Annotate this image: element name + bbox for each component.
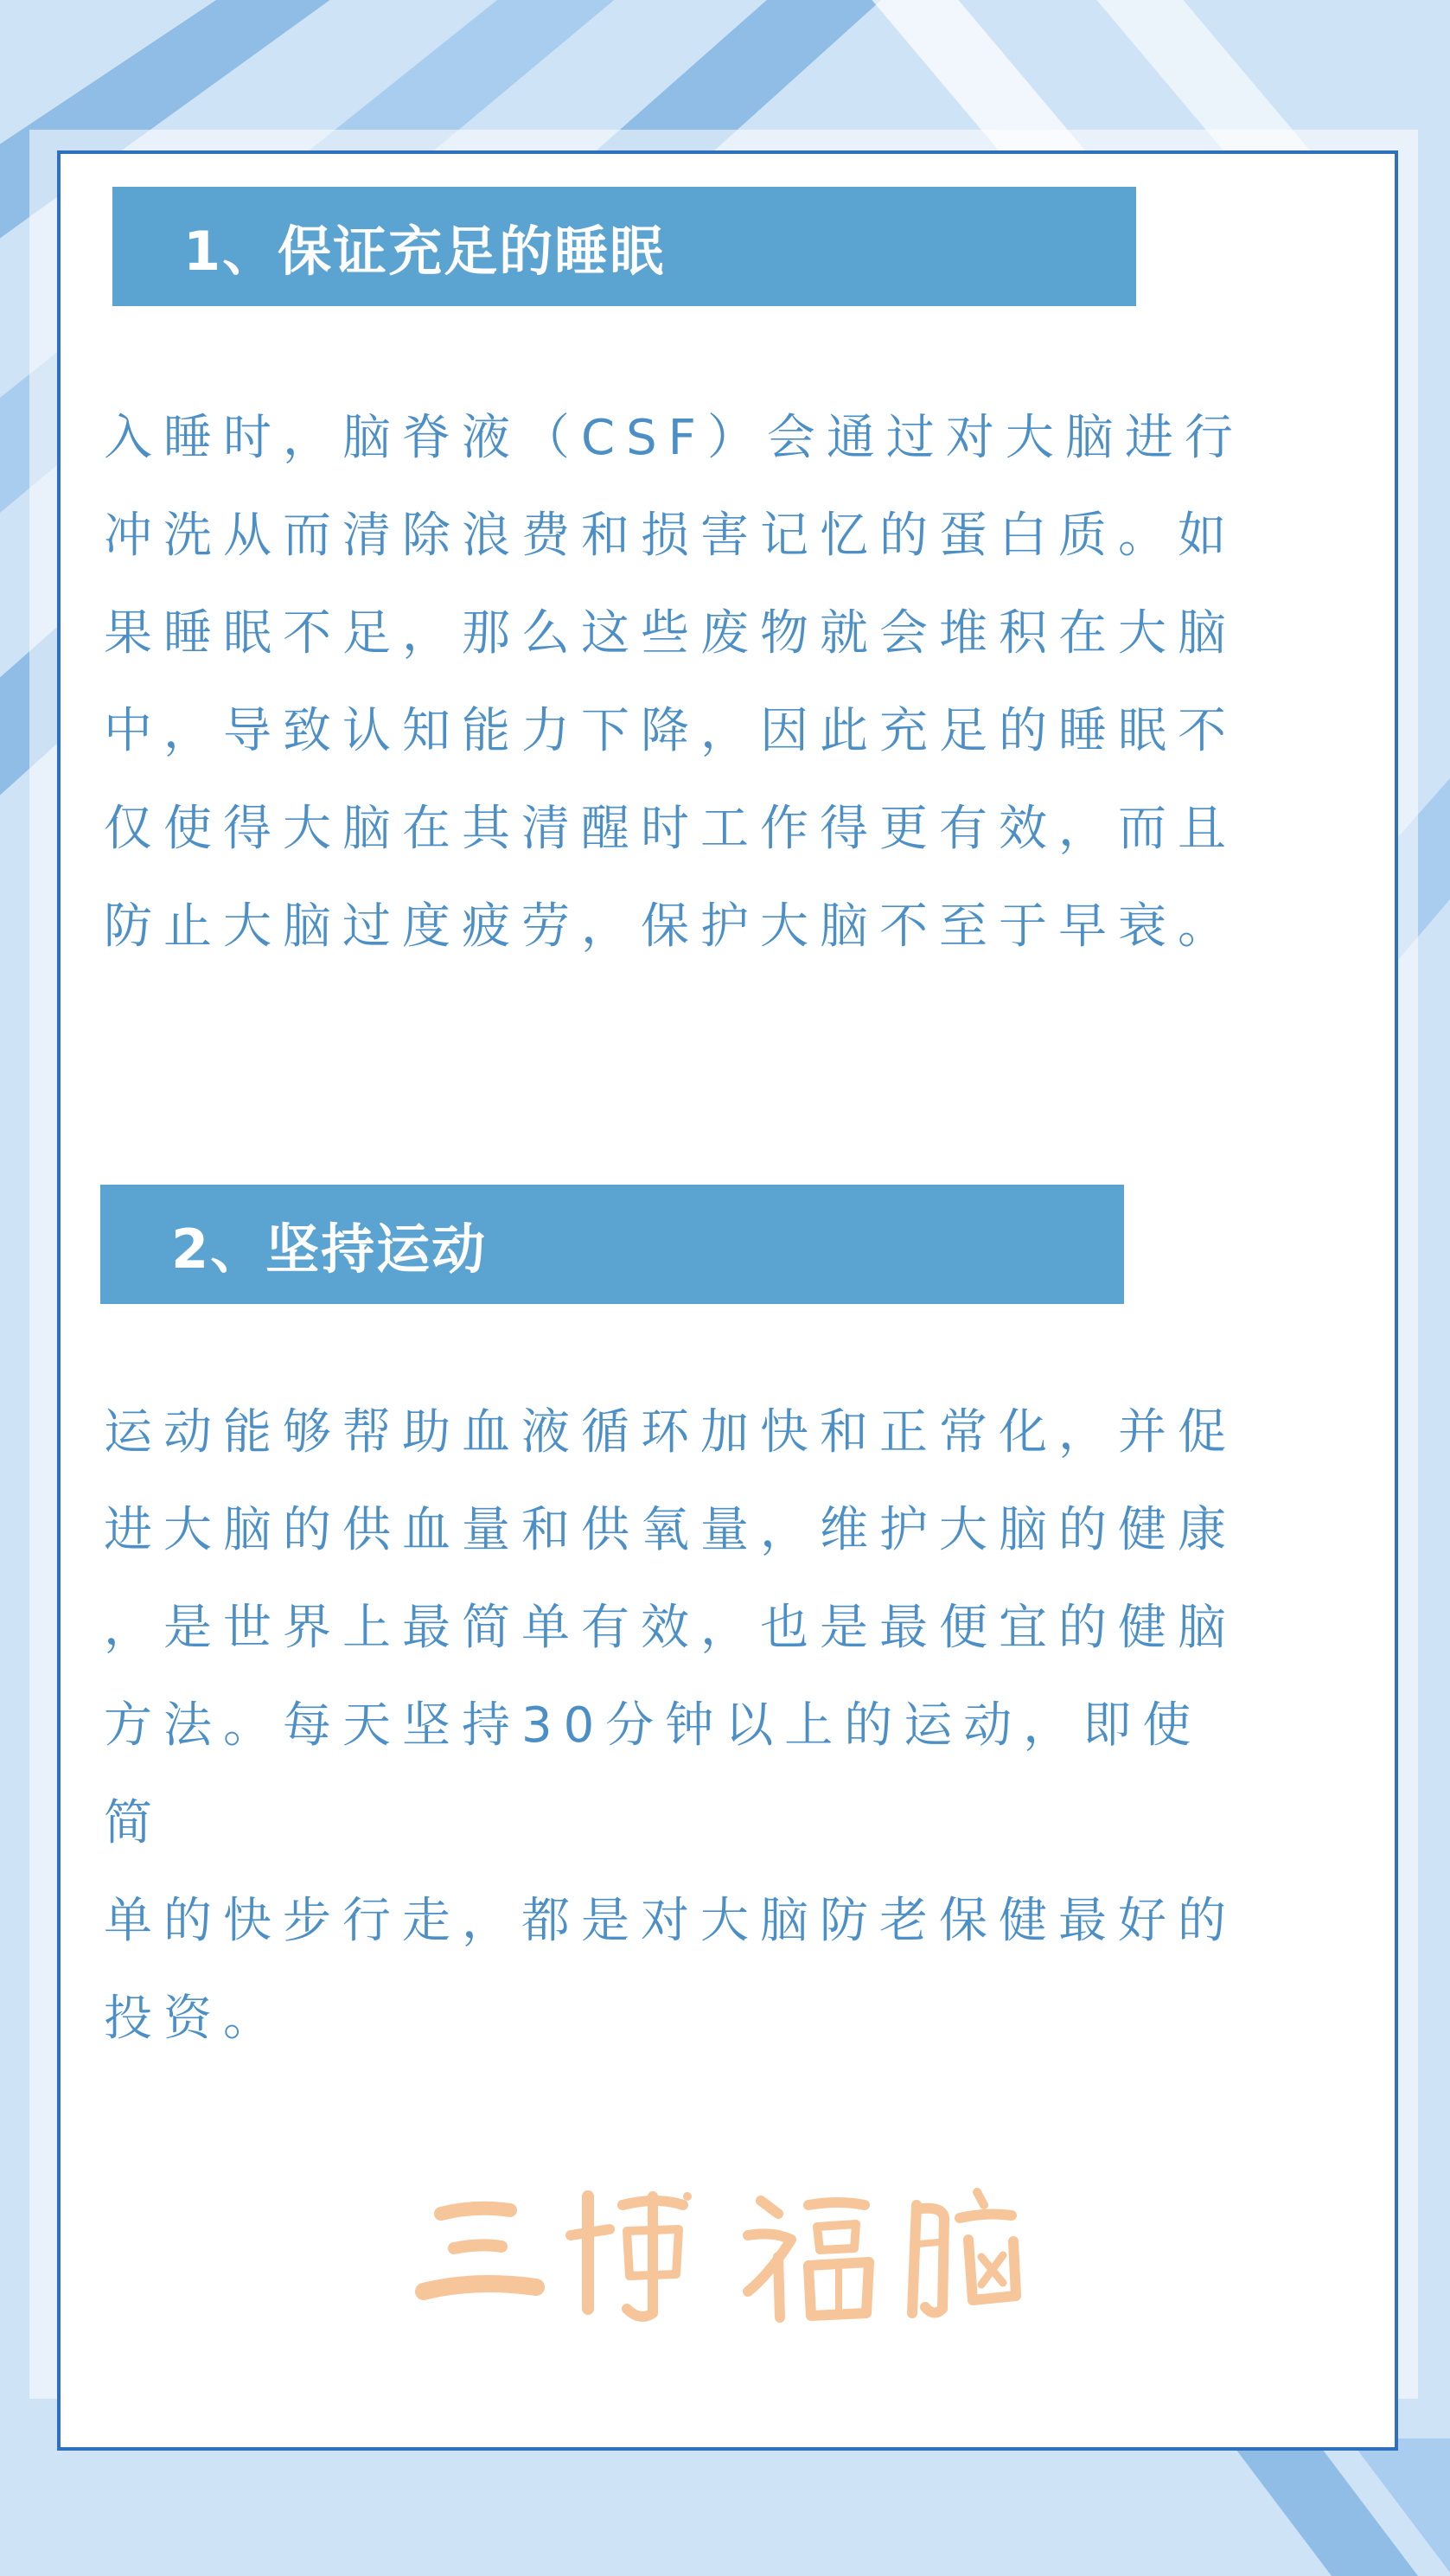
section-2-paragraph [104,1384,1254,2068]
paragraph-line: 防止大脑过度疲劳，保护大脑不至于早衰。 [104,898,1237,955]
paragraph-line: 中，导致认知能力下降，因此充足的睡眠不 [104,703,1237,759]
paragraph-line: 运动能够帮助血液循环加快和正常化，并促 [104,1404,1237,1461]
section-1-heading: 1、保证充足的睡眠 [183,219,666,283]
section-1-paragraph [104,389,1254,975]
paragraph-line: 方法。每天坚持30分钟以上的运动，即使简 [104,1697,1203,1851]
paragraph-line: 冲洗从而清除浪费和损害记忆的蛋白质。如 [104,508,1237,564]
paragraph-line: 单的快步行走，都是对大脑防老保健最好的 [104,1893,1237,1949]
paragraph-line: 进大脑的供血量和供氧量，维护大脑的健康 [104,1502,1237,1558]
section-2-heading: 2、坚持运动 [171,1217,488,1281]
paragraph-line: 果睡眠不足，那么这些废物就会堆积在大脑 [104,605,1237,662]
paragraph-line: 仅使得大脑在其清醒时工作得更有效，而且 [104,801,1237,857]
paragraph-line: ，是世界上最简单有效，也是最便宜的健脑 [104,1600,1237,1656]
section-1-heading-bar [112,187,1136,306]
paragraph-line: 投资。 [104,1991,283,2047]
paragraph-line: 入睡时，脑脊液（CSF）会通过对大脑进行 [104,410,1244,466]
calligraphy-signature-icon [406,2162,1064,2335]
section-2-heading-bar [100,1185,1124,1304]
